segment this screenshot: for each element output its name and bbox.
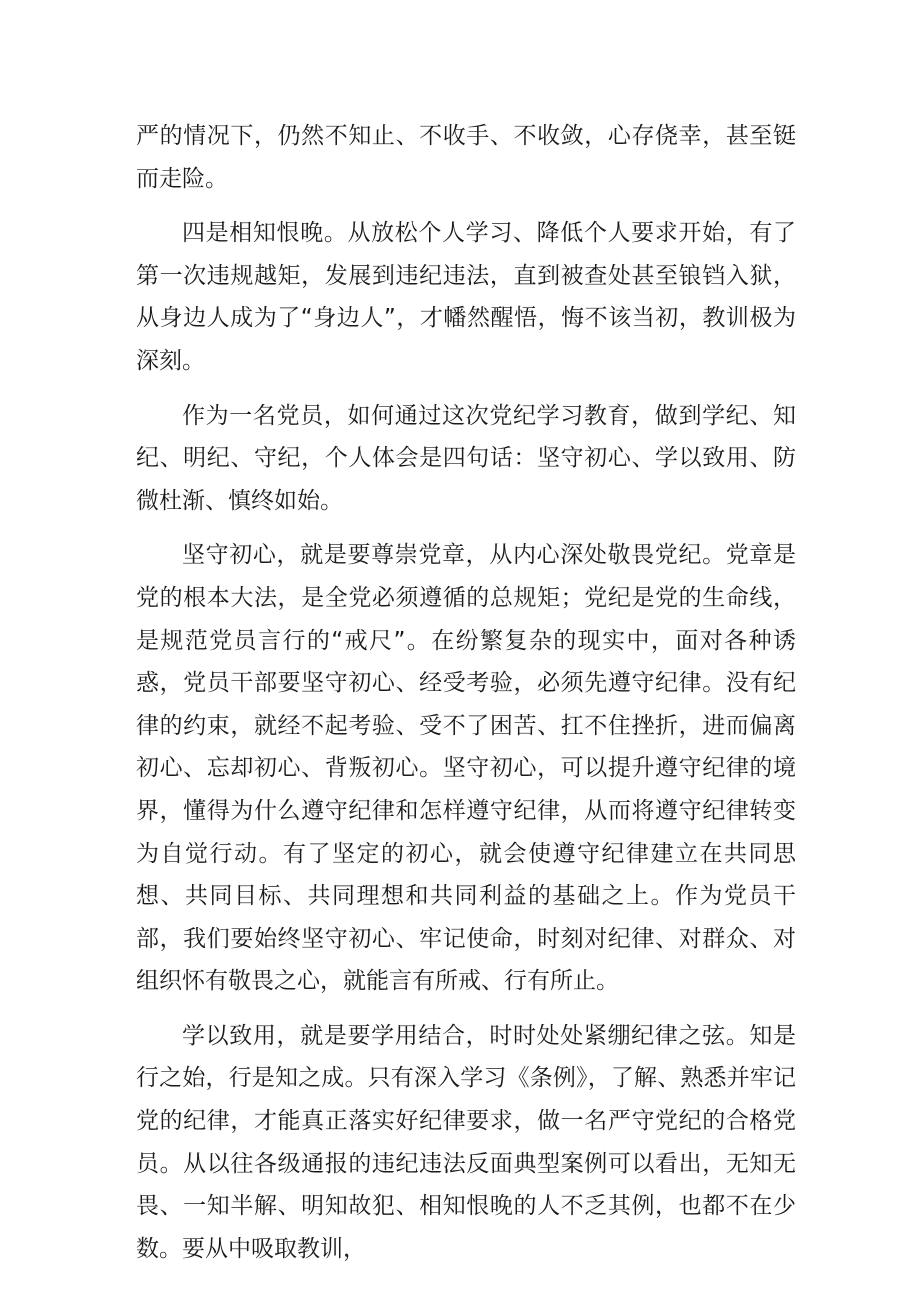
paragraph-1: 严的情况下，仍然不知止、不收手、不收敛，心存侥幸，甚至铤而走险。: [136, 123, 796, 192]
paragraph-5: 学以致用，就是要学用结合，时时处处紧绷纪律之弦。知是行之始，行是知之成。只有深入学习《条例》，了解、熟悉并牢记党的纪律，才能真正落实好纪律要求，做一名严守党纪的合格党员。从以往各级通报的违纪违法反面典型案例可以看出，无知无畏、一知半解、明知故犯、相知恨晚的人不乏其例，也都不在少数。要从中吸取教训，: [136, 1022, 796, 1262]
paragraph-2: 四是相知恨晚。从放松个人学习、降低个人要求开始，有了第一次违规越矩，发展到违纪违法，直到被查处甚至锒铛入狱，从身边人成为了“身边人”，才幡然醒悟，悔不该当初，教训极为深刻。: [136, 220, 796, 374]
document-body: [136, 115, 796, 1270]
paragraph-4: 坚守初心，就是要尊崇党章，从内心深处敬畏党纪。党章是党的根本大法，是全党必须遵循的总规矩；党纪是党的生命线，是规范党员言行的“戒尺”。在纷繁复杂的现实中，面对各种诱惑，党员干部要坚守初心、经受考验，必须先遵守纪律。没有纪律的约束，就经不起考验、受不了困苦、扛不住挫折，进而偏离初心、忘却初心、背叛初心。坚守初心，可以提升遵守纪律的境界，懂得为什么遵守纪律和怎样遵守纪律，从而将遵守纪律转变为自觉行动。有了坚定的初心，就会使遵守纪律建立在共同思想、共同目标、共同理想和共同利益的基础之上。作为党员干部，我们要始终坚守初心、牢记使命，时刻对纪律、对群众、对组织怀有敬畏之心，就能言有所戒、行有所止。: [136, 542, 796, 995]
paragraph-3: 作为一名党员，如何通过这次党纪学习教育，做到学纪、知纪、明纪、守纪，个人体会是四句话：坚守初心、学以致用、防微杜渐、慎终如始。: [136, 402, 796, 514]
